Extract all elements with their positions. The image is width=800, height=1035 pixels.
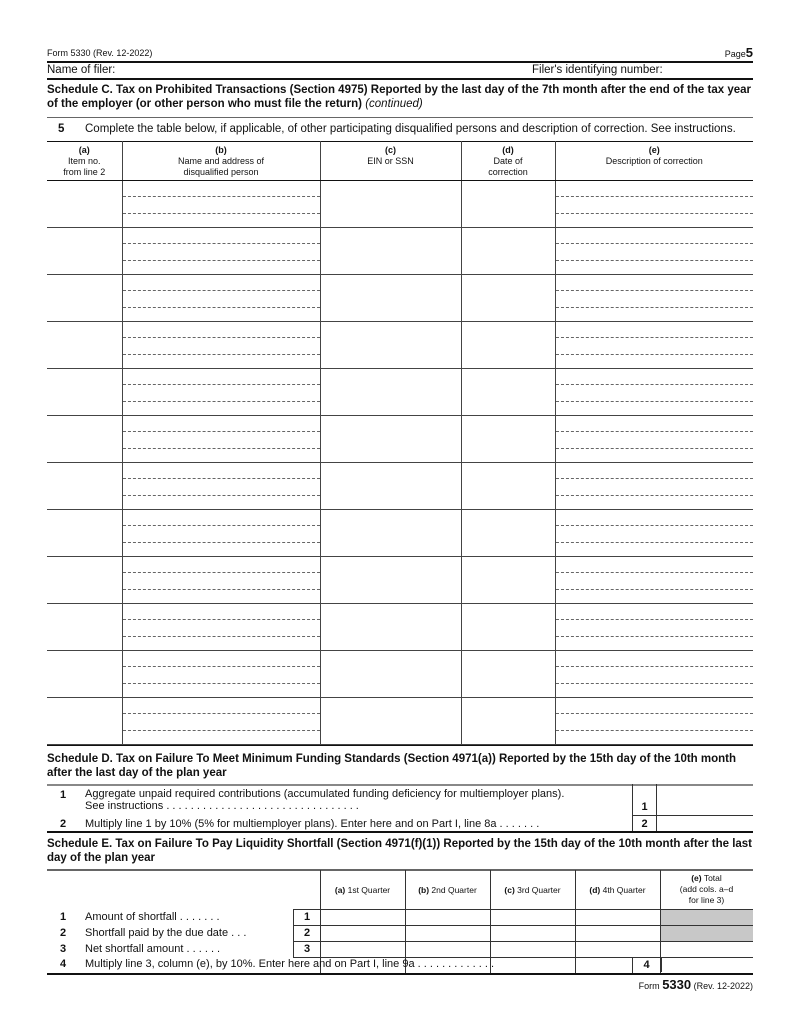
table-cell[interactable] bbox=[320, 416, 461, 463]
sched-e-cell[interactable] bbox=[321, 910, 405, 925]
table-cell[interactable] bbox=[47, 510, 122, 557]
form-footer: Form 5330 (Rev. 12-2022) bbox=[638, 977, 753, 992]
table-cell[interactable] bbox=[461, 651, 555, 698]
table-cell[interactable] bbox=[555, 228, 753, 275]
sched-d-line1-box: 1 bbox=[632, 784, 657, 831]
sched-e-cell[interactable] bbox=[491, 942, 575, 957]
table-cell[interactable] bbox=[47, 416, 122, 463]
page-num: 5 bbox=[745, 45, 753, 60]
table-row bbox=[47, 510, 753, 557]
table-cell[interactable] bbox=[47, 651, 122, 698]
quarter-column-header: (d) 4th Quarter bbox=[589, 885, 646, 895]
form-id: Form 5330 (Rev. 12-2022) bbox=[47, 48, 153, 58]
table-row bbox=[47, 181, 753, 228]
sched-e-line-box: 3 bbox=[293, 941, 320, 957]
table-cell[interactable] bbox=[555, 604, 753, 651]
table-cell[interactable] bbox=[47, 275, 122, 322]
sched-e-line-box: 2 bbox=[293, 925, 320, 941]
sched-e-cell[interactable] bbox=[406, 942, 490, 957]
quarter-column-header: (e) Total (add cols. a–d for line 3) bbox=[679, 873, 734, 905]
table-cell[interactable] bbox=[320, 228, 461, 275]
table-cell[interactable] bbox=[320, 275, 461, 322]
name-of-filer-input[interactable] bbox=[120, 63, 500, 77]
table-cell[interactable] bbox=[47, 604, 122, 651]
sched-d-line1-text: Aggregate unpaid required contributions (accumulated funding deficiency for multiemployer plans). See instructions . . . . . . . . . . . . . . . . . . . . . . . . . . . . . . . . bbox=[85, 788, 565, 812]
table-cell[interactable] bbox=[320, 698, 461, 745]
table-cell[interactable] bbox=[555, 698, 753, 745]
sched-e-line-text: Net shortfall amount . . . . . . bbox=[85, 943, 221, 955]
table-cell[interactable] bbox=[461, 416, 555, 463]
table-cell[interactable] bbox=[555, 275, 753, 322]
table-cell[interactable] bbox=[461, 322, 555, 369]
line5-text: Complete the table below, if applicable, of other participating disqualified persons and description of correction. See instructions. bbox=[85, 123, 736, 135]
schedule-c-title: Schedule C. Tax on Prohibited Transactions (Section 4975) Reported by the last day of the 7th month after the end of the tax year of the employer (or other person who must file the return) (continued) bbox=[47, 84, 751, 110]
table-row bbox=[47, 369, 753, 416]
sched-e-cell[interactable] bbox=[406, 910, 490, 925]
table-row bbox=[47, 698, 753, 745]
column-header: (e) Description of correction bbox=[555, 142, 753, 181]
table-cell[interactable] bbox=[122, 510, 320, 557]
sched-e-line-text: Amount of shortfall . . . . . . . bbox=[85, 911, 220, 923]
table-row bbox=[47, 651, 753, 698]
table-cell[interactable] bbox=[461, 181, 555, 228]
sched-e-cell[interactable] bbox=[321, 926, 405, 941]
table-row bbox=[47, 416, 753, 463]
table-row bbox=[47, 322, 753, 369]
disqualified-persons-table bbox=[47, 141, 753, 745]
table-cell[interactable] bbox=[320, 604, 461, 651]
sched-e-cell[interactable] bbox=[576, 942, 660, 957]
name-of-filer-label: Name of filer: bbox=[47, 64, 116, 76]
filer-id-label: Filer's identifying number: bbox=[532, 64, 663, 76]
sched-e-line-num: 3 bbox=[60, 943, 67, 955]
table-cell[interactable] bbox=[320, 322, 461, 369]
table-cell[interactable] bbox=[122, 416, 320, 463]
table-cell[interactable] bbox=[461, 275, 555, 322]
table-row bbox=[47, 463, 753, 510]
table-cell[interactable] bbox=[320, 181, 461, 228]
table-cell[interactable] bbox=[47, 228, 122, 275]
sched-d-line1-input[interactable] bbox=[658, 786, 752, 814]
sched-e-cell[interactable] bbox=[321, 942, 405, 957]
table-cell[interactable] bbox=[122, 604, 320, 651]
table-row bbox=[47, 275, 753, 322]
sched-d-line2-box: 2 bbox=[641, 818, 648, 830]
table-cell[interactable] bbox=[555, 510, 753, 557]
sched-e-cell[interactable] bbox=[576, 910, 660, 925]
table-cell[interactable] bbox=[122, 181, 320, 228]
table-cell[interactable] bbox=[555, 557, 753, 604]
page-label: Page bbox=[724, 49, 746, 59]
table-cell[interactable] bbox=[461, 604, 555, 651]
sched-e-cell[interactable] bbox=[576, 926, 660, 941]
table-cell[interactable] bbox=[47, 463, 122, 510]
quarter-column-header: (c) 3rd Quarter bbox=[504, 885, 561, 895]
table-cell[interactable] bbox=[555, 416, 753, 463]
table-cell[interactable] bbox=[47, 369, 122, 416]
sched-e-line-num: 2 bbox=[60, 927, 67, 939]
table-cell[interactable] bbox=[122, 228, 320, 275]
sched-e-line4-text: Multiply line 3, column (e), by 10%. Enter here and on Part I, line 9a . . . . . . . . . . . . . bbox=[85, 958, 495, 970]
table-cell[interactable] bbox=[555, 463, 753, 510]
table-cell[interactable] bbox=[320, 463, 461, 510]
table-cell[interactable] bbox=[461, 228, 555, 275]
schedule-d-title: Schedule D. Tax on Failure To Meet Minimum Funding Standards (Section 4971(a)) Reported by the 15th day of the 10th month after the last day of the plan year bbox=[47, 753, 737, 779]
table-cell[interactable] bbox=[122, 463, 320, 510]
table-cell[interactable] bbox=[320, 651, 461, 698]
table-cell[interactable] bbox=[122, 369, 320, 416]
table-cell[interactable] bbox=[461, 698, 555, 745]
table-cell[interactable] bbox=[122, 322, 320, 369]
table-cell[interactable] bbox=[122, 698, 320, 745]
table-cell[interactable] bbox=[320, 557, 461, 604]
sched-e-line-text: Shortfall paid by the due date . . . bbox=[85, 927, 247, 939]
sched-e-cell bbox=[661, 910, 753, 925]
table-cell[interactable] bbox=[461, 510, 555, 557]
sched-d-line1-num: 1 bbox=[60, 789, 67, 801]
table-cell[interactable] bbox=[122, 557, 320, 604]
table-cell[interactable] bbox=[555, 369, 753, 416]
table-row bbox=[47, 228, 753, 275]
sched-e-cell[interactable] bbox=[491, 926, 575, 941]
table-cell[interactable] bbox=[47, 322, 122, 369]
column-header: (b) Name and address of disqualified person bbox=[122, 142, 320, 181]
table-row bbox=[47, 557, 753, 604]
table-cell[interactable] bbox=[320, 510, 461, 557]
table-cell[interactable] bbox=[47, 557, 122, 604]
column-header: (c) EIN or SSN bbox=[320, 142, 461, 181]
table-cell[interactable] bbox=[555, 181, 753, 228]
sched-e-cell[interactable] bbox=[491, 910, 575, 925]
table-cell[interactable] bbox=[320, 369, 461, 416]
column-header: (a) Item no. from line 2 bbox=[47, 142, 122, 181]
table-cell[interactable] bbox=[47, 181, 122, 228]
sched-d-line2-input[interactable] bbox=[658, 816, 752, 830]
page-number bbox=[725, 45, 753, 60]
table-cell[interactable] bbox=[555, 651, 753, 698]
table-cell[interactable] bbox=[461, 369, 555, 416]
table-cell[interactable] bbox=[461, 557, 555, 604]
sched-e-cell[interactable] bbox=[406, 926, 490, 941]
sched-e-line4-input[interactable] bbox=[661, 958, 753, 972]
sched-e-cell bbox=[661, 926, 753, 941]
sched-e-cell[interactable] bbox=[661, 942, 753, 957]
sched-e-line4-num: 4 bbox=[60, 958, 67, 970]
quarter-column-header: (b) 2nd Quarter bbox=[418, 885, 477, 895]
table-cell[interactable] bbox=[555, 322, 753, 369]
sched-e-line4-box: 4 bbox=[632, 957, 660, 973]
line5-number: 5 bbox=[58, 123, 65, 135]
quarter-column-header: (a) 1st Quarter bbox=[334, 885, 391, 895]
table-cell[interactable] bbox=[47, 698, 122, 745]
sched-d-line2-text: Multiply line 1 by 10% (5% for multiemployer plans). Enter here and on Part I, line 8a . . . . . . . bbox=[85, 818, 540, 830]
sched-e-line-box: 1 bbox=[293, 909, 320, 925]
table-cell[interactable] bbox=[122, 275, 320, 322]
table-row bbox=[47, 604, 753, 651]
table-cell[interactable] bbox=[122, 651, 320, 698]
table-cell[interactable] bbox=[461, 463, 555, 510]
sched-d-line2-num: 2 bbox=[60, 818, 67, 830]
schedule-e-title: Schedule E. Tax on Failure To Pay Liquidity Shortfall (Section 4971(f)(1)) Reported by the 15th day of the 10th month after the last day of the plan year bbox=[47, 838, 753, 864]
column-header: (d) Date of correction bbox=[461, 142, 555, 181]
sched-e-line-num: 1 bbox=[60, 911, 67, 923]
